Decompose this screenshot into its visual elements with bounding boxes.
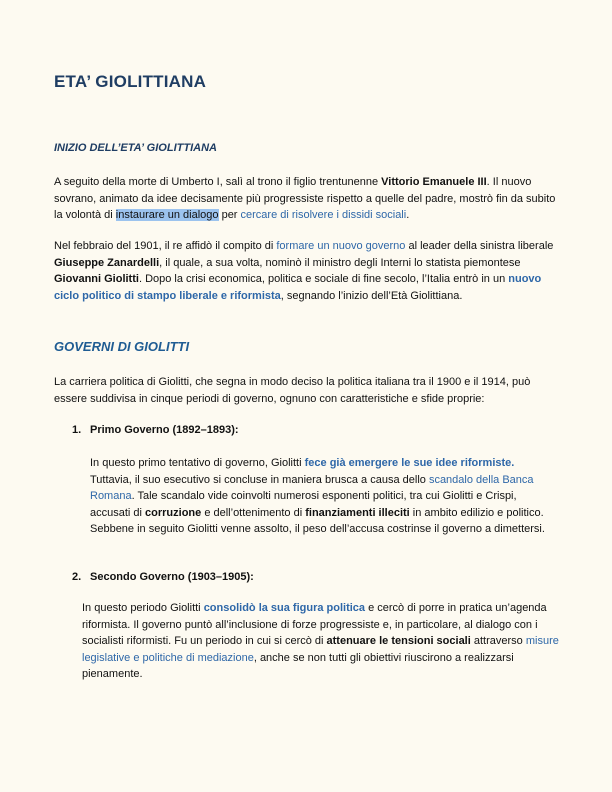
text-run: e dell’ottenimento di: [201, 506, 306, 519]
link-idee-riformiste[interactable]: fece già emergere le sue idee riformiste.: [304, 457, 515, 469]
bold-run: Giuseppe Zanardelli: [54, 256, 160, 269]
text-run: , anche se non tutti gli obiettivi riuscirono a realizzarsi pienamente.: [82, 651, 514, 680]
text-run: al leader della sinistra liberale: [405, 240, 554, 252]
text-run: per: [218, 209, 241, 221]
text-run: In questo primo tentativo di governo, Giolitti: [90, 457, 305, 469]
text-run: attraverso: [470, 635, 526, 647]
text-run: In questo periodo Giolitti: [82, 602, 204, 614]
text-run: .: [406, 209, 410, 221]
text-run: . Tale scandalo vide coinvolti numerosi esponenti politici, tra cui Giolitti e Crispi, accusati di: [90, 490, 517, 519]
text-run: , il quale, a sua volta, nominò il ministro degli Interni lo statista piemontese: [159, 256, 521, 269]
paragraph-intro: [54, 174, 562, 224]
text-run: in ambito edilizio e politico. Sebbene in seguito Giolitti venne assolto, il peso dell’accusa costrinse il governo a dimettersi.: [90, 506, 545, 535]
text-run: , segnando l’inizio dell’Età Giolittiana.: [280, 289, 463, 302]
page-title: ETA’ GIOLITTIANA: [54, 72, 207, 91]
highlighted-selection[interactable]: instaurare un dialogo: [115, 209, 219, 221]
section-heading-inizio: INIZIO DELL’ETA’ GIOLITTIANA: [54, 142, 217, 154]
text-run: . Dopo la crisi economica, politica e sociale di fine secolo, l’Italia entrò in un: [138, 273, 509, 285]
link-dissidi-sociali[interactable]: cercare di risolvere i dissidi sociali: [240, 209, 407, 221]
bold-run: corruzione: [145, 506, 202, 519]
bold-run: Vittorio Emanuele III: [381, 176, 487, 188]
text-run: A seguito della morte di Umberto I, salì al trono il figlio trentunenne: [54, 176, 382, 188]
section-heading-governi: GOVERNI DI GIOLITTI: [54, 339, 190, 354]
list-item-title: Primo Governo (1892–1893):: [90, 424, 239, 436]
bold-run: attenuare le tensioni sociali: [326, 635, 471, 647]
list-item-body: [90, 455, 556, 538]
link-misure-legislative[interactable]: misure legislative e politiche di mediazione: [82, 635, 559, 664]
paragraph-febbraio-1901: [54, 238, 554, 304]
list-item-title: Secondo Governo (1903–1905):: [90, 571, 254, 583]
text-run: e cercò di porre in pratica un’agenda riformista. Il governo puntò all’inclusione di forze progressiste e, in particolare, al dialogo con i socialisti riformisti. Fu un periodo in cui si cercò di: [82, 602, 547, 647]
list-number: 2.: [72, 571, 82, 583]
text-run: Nel febbraio del 1901, il re affidò il compito di: [54, 240, 277, 252]
list-item-body: [82, 600, 560, 683]
text-run: . Il nuovo sovrano, animato da idee decisamente più progressiste rispetto a quelle del padre, mostrò fin da subito la volontà di: [54, 176, 556, 221]
link-nuovo-ciclo-politico[interactable]: nuovo ciclo politico di stampo liberale e riformista: [54, 273, 542, 302]
link-figura-politica[interactable]: consolidò la sua figura politica: [203, 602, 366, 614]
paragraph-carriera: La carriera politica di Giolitti, che segna in modo deciso la politica italiana tra il 1900 e il 1914, può essere suddivisa in cinque periodi di governo, ognuno con caratteristiche e sfide proprie:: [54, 376, 531, 405]
bold-run: Giovanni Giolitti: [54, 273, 139, 285]
text-run: Tuttavia, il suo esecutivo si concluse in maniera brusca a causa dello: [90, 473, 429, 486]
bold-run: finanziamenti illeciti: [305, 506, 410, 519]
link-nuovo-governo[interactable]: formare un nuovo governo: [276, 240, 406, 252]
list-number: 1.: [72, 424, 82, 436]
link-scandalo-banca-romana[interactable]: scandalo della Banca Romana: [90, 473, 534, 502]
